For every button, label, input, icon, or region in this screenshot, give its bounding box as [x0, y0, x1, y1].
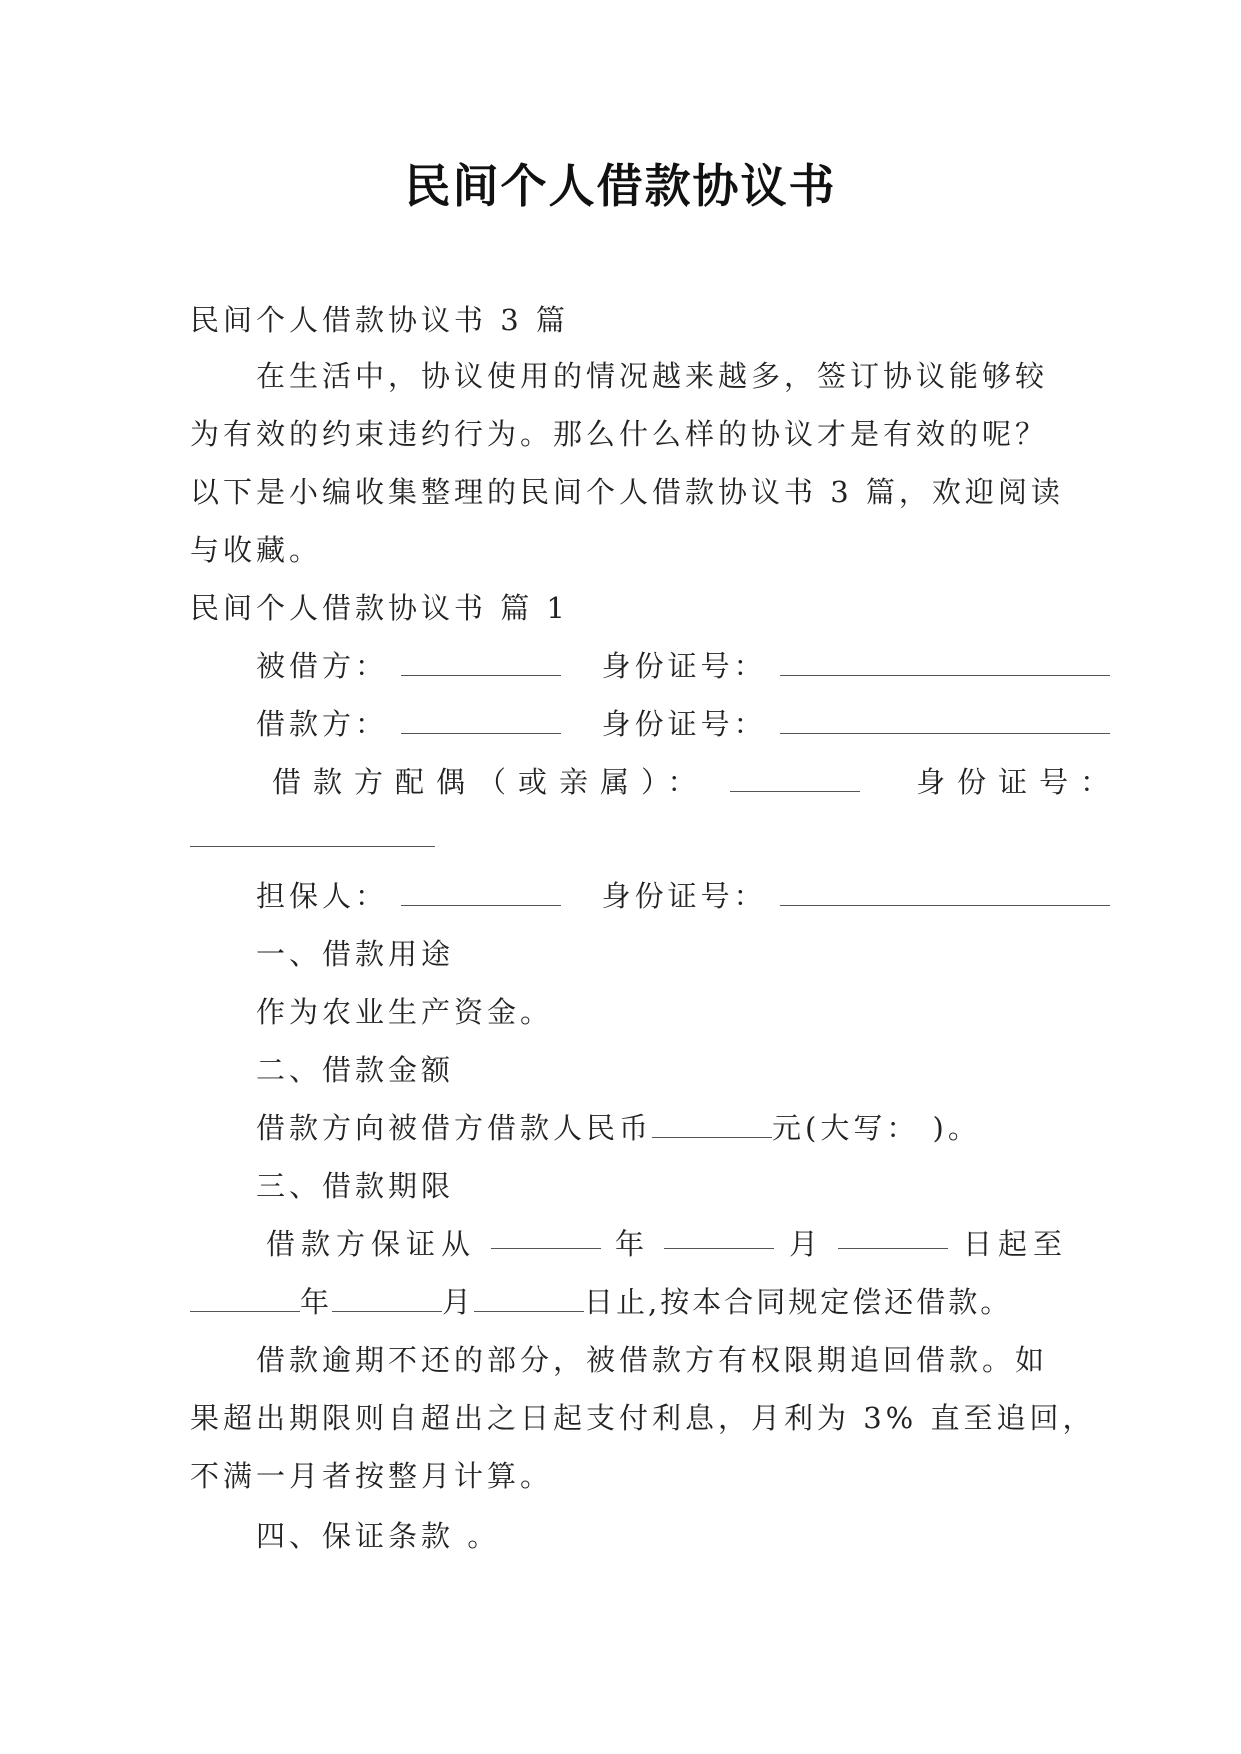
amount-prefix: 借款方向被借方借款人民币: [256, 1111, 653, 1145]
term-from-day-blank: [838, 1222, 948, 1249]
borrower-name-blank: [401, 707, 561, 734]
lender-id-blank: [780, 649, 1110, 676]
guarantor-row: [256, 874, 1110, 915]
amount-suffix: 元(大写： )。: [772, 1111, 981, 1145]
purpose-heading: 一、借款用途: [256, 937, 455, 971]
spouse-label: 借款方配偶（或亲属）：: [272, 765, 709, 799]
spouse-id-row: [190, 820, 435, 854]
borrower-row: [256, 702, 1110, 743]
guarantor-label: 担保人：: [256, 879, 389, 913]
overdue-line-2: 果超出期限则自超出之日起支付利息，月利为 3% 直至追回，: [190, 1401, 1096, 1435]
term-from-year-label: 年: [614, 1227, 650, 1261]
term-to-year-label: 年: [300, 1285, 333, 1319]
term-from-year-blank: [491, 1222, 601, 1249]
term-from-month-label: 月: [788, 1227, 824, 1261]
spouse-id-label: 身份证号：: [916, 765, 1122, 799]
term-to-year-blank: [190, 1285, 300, 1312]
guarantor-id-blank: [780, 879, 1110, 906]
term-to-day-blank: [474, 1285, 584, 1312]
lender-label: 被借方：: [256, 649, 389, 683]
spouse-name-blank: [730, 765, 860, 792]
purpose-text: 作为农业生产资金。: [256, 995, 554, 1029]
term-heading: 三、借款期限: [256, 1169, 455, 1203]
term-row-1: [266, 1222, 1068, 1263]
spouse-row: [272, 760, 1121, 801]
document-subtitle: 民间个人借款协议书 3 篇: [190, 303, 569, 337]
intro-line-1: 在生活中，协议使用的情况越来越多，签订协议能够较: [256, 359, 1049, 393]
lender-row: [256, 644, 1110, 685]
term-to-day-label: 日止,按本合同规定偿还借款。: [584, 1285, 1013, 1319]
borrower-id-label: 身份证号：: [601, 707, 767, 741]
term-to-month-blank: [332, 1285, 442, 1312]
borrower-label: 借款方：: [256, 707, 389, 741]
guarantee-heading: 四、保证条款 。: [256, 1519, 501, 1553]
term-from-label: 借款方保证从: [266, 1227, 477, 1261]
overdue-line-1: 借款逾期不还的部分，被借款方有权限期追回借款。如: [256, 1343, 1049, 1377]
intro-line-3: 以下是小编收集整理的民间个人借款协议书 3 篇，欢迎阅读: [190, 475, 1064, 509]
term-from-month-blank: [664, 1222, 774, 1249]
intro-line-4: 与收藏。: [190, 533, 323, 567]
document-title: 民间个人借款协议书: [404, 159, 837, 213]
intro-line-2: 为有效的约束违约行为。那么什么样的协议才是有效的呢？: [190, 417, 1049, 451]
guarantor-name-blank: [401, 879, 561, 906]
guarantor-id-label: 身份证号：: [601, 879, 767, 913]
overdue-line-3: 不满一月者按整月计算。: [190, 1459, 554, 1493]
term-from-day-label: 日起至: [962, 1227, 1068, 1261]
spouse-id-blank: [190, 820, 435, 847]
term-to-month-label: 月: [442, 1285, 475, 1319]
term-row-2: [190, 1280, 1012, 1321]
lender-id-label: 身份证号：: [601, 649, 767, 683]
amount-heading: 二、借款金额: [256, 1053, 455, 1087]
borrower-id-blank: [780, 707, 1110, 734]
section-heading: 民间个人借款协议书 篇 1: [190, 591, 569, 625]
lender-name-blank: [401, 649, 561, 676]
amount-row: [256, 1106, 981, 1147]
amount-blank: [652, 1111, 772, 1138]
